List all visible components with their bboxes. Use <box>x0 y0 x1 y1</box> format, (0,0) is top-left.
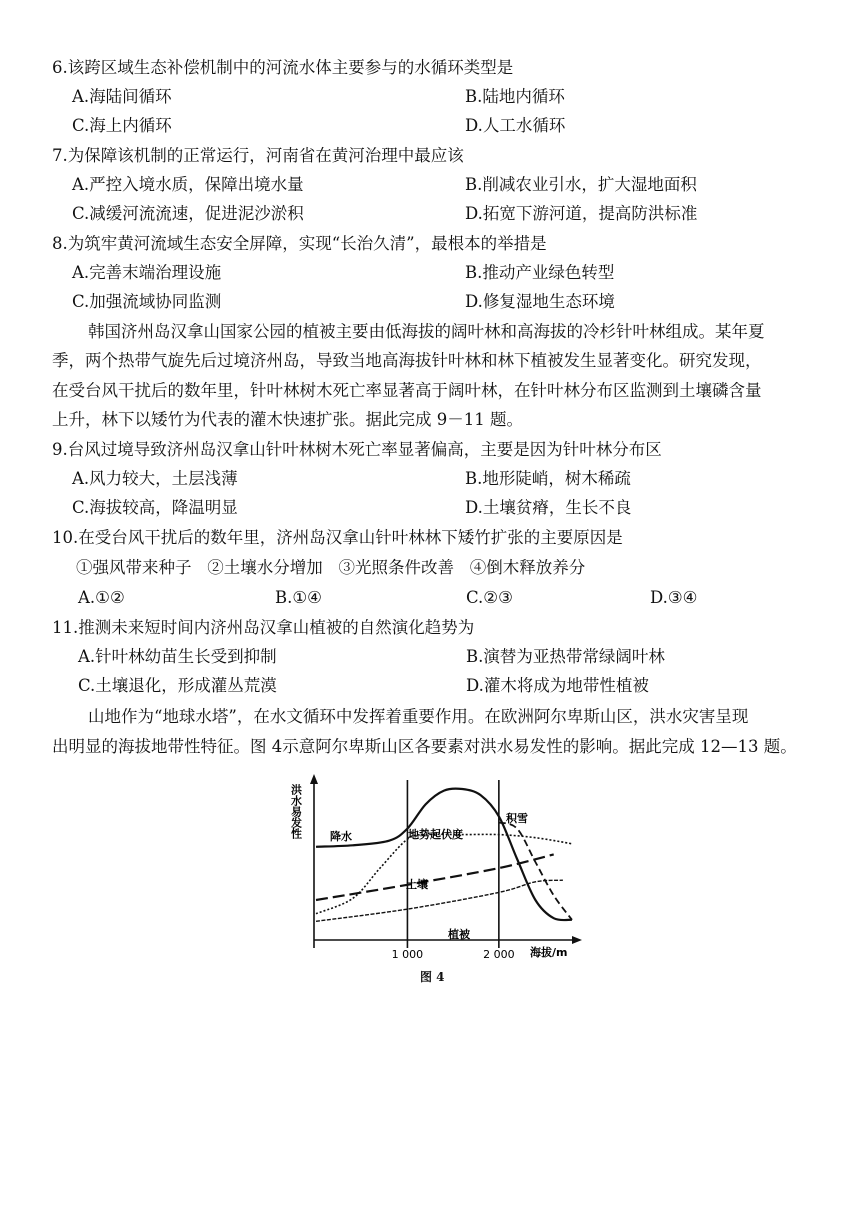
passage-1-line-3: 在受台风干扰后的数年里，针叶林树木死亡率显著高于阔叶林，在针叶林分布区监测到土壤磷含量 <box>52 381 762 400</box>
x-tick-2000: 2 000 <box>483 948 515 961</box>
question-8-option-c: C.加强流域协同监测 <box>72 292 222 311</box>
x-axis-label: 海拔/m <box>530 946 568 959</box>
question-9-option-c: C.海拔较高，降温明显 <box>72 498 238 517</box>
question-6-option-c: C.海上内循环 <box>72 116 172 135</box>
series-precipitation-line <box>316 789 572 921</box>
passage-2-line-1: 山地作为“地球水塔”，在水文循环中发挥着重要作用。在欧洲阿尔卑斯山区，洪水灾害呈现 <box>88 707 749 726</box>
x-tick-1000: 1 000 <box>391 948 424 961</box>
x-axis-arrow <box>572 936 582 944</box>
question-11-option-d: D.灌木将成为地带性植被 <box>466 676 649 695</box>
y-axis-arrow <box>310 774 318 784</box>
question-7-stem: 7.为保障该机制的正常运行，河南省在黄河治理中最应该 <box>52 146 464 165</box>
question-9-stem: 9.台风过境导致济州岛汉拿山针叶林树木死亡率显著偏高，主要是因为针叶林分布区 <box>52 440 662 459</box>
question-7-option-a: A.严控入境水质，保障出境水量 <box>72 175 304 194</box>
label-vegetation: 植被 <box>448 928 470 941</box>
question-10-option-a: A.①② <box>78 588 125 607</box>
question-10-option-c: C.②③ <box>466 588 513 607</box>
label-soil: 土壤 <box>406 878 428 891</box>
passage-1-line-4: 上升，林下以矮竹为代表的灌木快速扩张。据此完成 9－11 题。 <box>52 410 523 429</box>
question-6-option-b: B.陆地内循环 <box>465 87 565 106</box>
figure-caption: 图 4 <box>420 970 445 984</box>
question-9-option-d: D.土壤贫瘠，生长不良 <box>465 498 632 517</box>
question-7-option-b: B.削减农业引水，扩大湿地面积 <box>465 175 697 194</box>
question-9-option-a: A.风力较大，土层浅薄 <box>72 469 238 488</box>
question-8-option-b: B.推动产业绿色转型 <box>465 263 615 282</box>
question-6-option-d: D.人工水循环 <box>465 116 566 135</box>
series-vegetation-line <box>316 880 563 921</box>
question-11-option-b: B.演替为亚热带常绿阔叶林 <box>466 647 665 666</box>
question-8-stem: 8.为筑牢黄河流域生态安全屏障，实现“长治久清”，最根本的举措是 <box>52 234 547 253</box>
question-11-option-c: C.土壤退化，形成灌丛荒漠 <box>78 676 277 695</box>
question-8-option-a: A.完善末端治理设施 <box>72 263 222 282</box>
label-snow: 积雪 <box>506 812 528 825</box>
passage-1-line-2: 季，两个热带气旋先后过境济州岛，导致当地高海拔针叶林和林下植被发生显著变化。研究发现， <box>52 351 762 370</box>
label-relief: 地势起伏度 <box>408 828 463 841</box>
question-7-option-d: D.拓宽下游河道，提高防洪标准 <box>465 204 698 223</box>
question-11-stem: 11.推测未来短时间内济州岛汉拿山植被的自然演化趋势为 <box>52 618 475 637</box>
question-11-option-a: A.针叶林幼苗生长受到抑制 <box>78 647 277 666</box>
question-6-option-a: A.海陆间循环 <box>72 87 172 106</box>
question-10-option-d: D.③④ <box>650 588 698 607</box>
question-8-option-d: D.修复湿地生态环境 <box>465 292 615 311</box>
question-10-statements: ①强风带来种子 ②土壤水分增加 ③光照条件改善 ④倒木释放养分 <box>76 558 586 577</box>
question-10-option-b: B.①④ <box>275 588 322 607</box>
question-10-stem: 10.在受台风干扰后的数年里，济州岛汉拿山针叶林林下矮竹扩张的主要原因是 <box>52 528 623 547</box>
passage-1-line-1: 韩国济州岛汉拿山国家公园的植被主要由低海拔的阔叶林和高海拔的冷杉针叶林组成。某年夏 <box>88 322 765 341</box>
label-precipitation: 降水 <box>330 830 352 843</box>
passage-2-line-2: 出明显的海拔地带性特征。图 4示意阿尔卑斯山区各要素对洪水易发性的影响。据此完成 12—13 题。 <box>52 737 797 756</box>
question-7-option-c: C.减缓河流流速，促进泥沙淤积 <box>72 204 304 223</box>
y-axis-label: 洪水易发性 <box>290 784 303 839</box>
question-9-option-b: B.地形陡峭，树木稀疏 <box>465 469 631 488</box>
flood-susceptibility-chart <box>290 772 590 962</box>
question-6-stem: 6.该跨区域生态补偿机制中的河流水体主要参与的水循环类型是 <box>52 58 514 77</box>
